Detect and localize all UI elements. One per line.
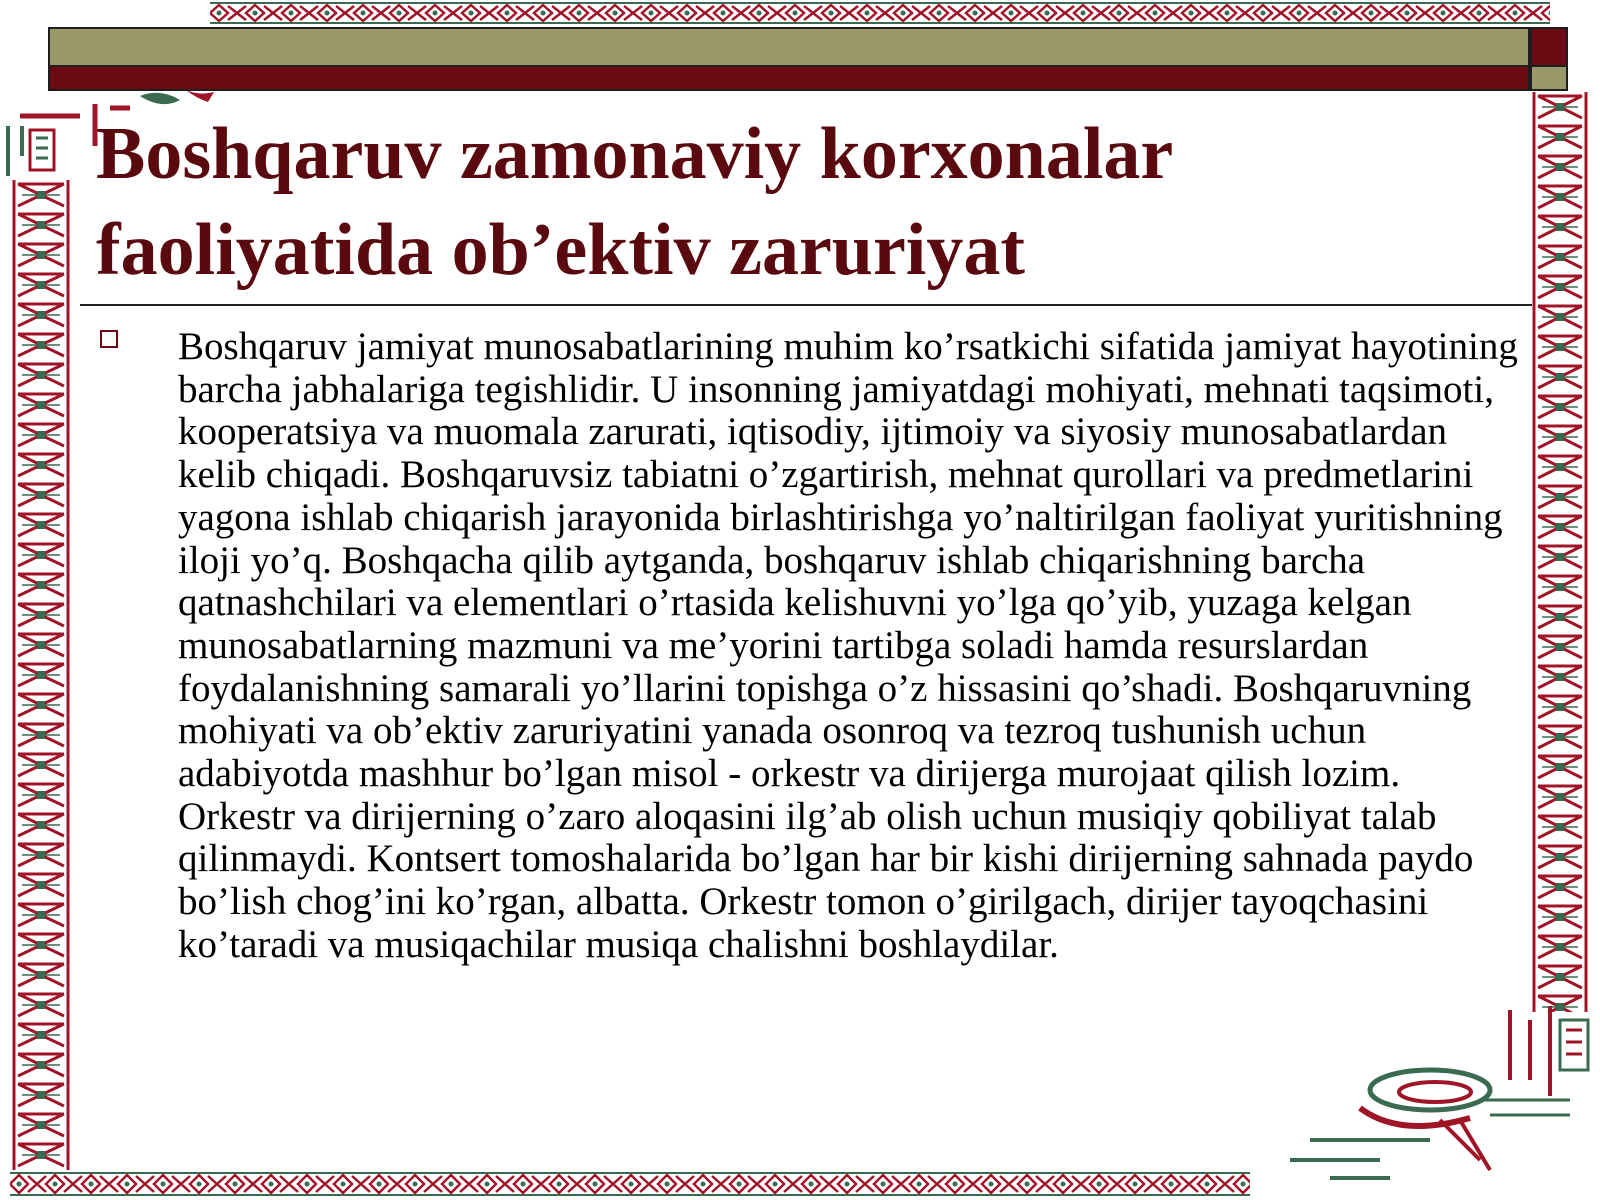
hollow-square-bullet-icon xyxy=(100,330,118,348)
header-bar-olive xyxy=(48,27,1530,67)
corner-ornament-bottom-right xyxy=(1230,1000,1600,1200)
title-divider xyxy=(80,304,1532,306)
slide-title: Boshqaruv zamonaviy korxonalar faoliyatida ob’ektiv zaruriyat xyxy=(96,113,1172,291)
ornamental-border-left xyxy=(12,180,70,1170)
header-corner-olive xyxy=(1530,65,1568,91)
header-bar-maroon xyxy=(48,65,1530,91)
ornamental-border-top xyxy=(210,2,1550,24)
ornamental-border-bottom xyxy=(10,1172,1250,1196)
slide-body-text: Boshqaruv jamiyat munosabatlarining muhim ko’rsatkichi sifatida jamiyat hayotining barcha jabhalariga tegishlidir. U insonning jamiyatdagi mohiyati, mehnati taqsimoti, kooperatsiya va muomala zarurati, iqtisodiy, ijtimoiy va siyosiy munosabatlardan kelib chiqadi. Boshqaruvsiz tabiatni o’zgartirish, mehnat qurollari va predmetlarini yagona ishlab chiqarish jarayonida birlashtirishga yo’naltirilgan faoliyat yuritishning iloji yo’q. Boshqacha qilib aytganda, boshqaruv ishlab chiqarishning barcha qatnashchilari va elementlari o’rtasida kelishuvni yo’lga qo’yib, yuzaga kelgan munosabatlarning mazmuni va me’yorini tartibga soladi hamda resurslardan foydalanishning samarali yo’llarini topishga o’z hissasini qo’shadi. Boshqaruvning mohiyati va ob’ektiv zaruriyatini yanada osonroq va tezroq tushunish uchun adabiyotda mashhur bo’lgan misol - orkestr va dirijerga murojaat qilish lozim. Orkestr va dirijerning o’zaro aloqasini ilg’ab olish uchun musiqiy qobiliyat talab qilinmaydi. Kontsert tomoshalarida bo’lgan har bir kishi dirijerning sahnada paydo bo’lish chog’ini ko’rgan, albatta. Orkestr tomon o’girilgach, dirijer tayoqchasini ko’taradi va musiqachilar musiqa chalishni boshlaydilar. xyxy=(178,325,1518,966)
ornamental-border-right xyxy=(1532,92,1588,1012)
header-corner-maroon xyxy=(1530,27,1568,67)
